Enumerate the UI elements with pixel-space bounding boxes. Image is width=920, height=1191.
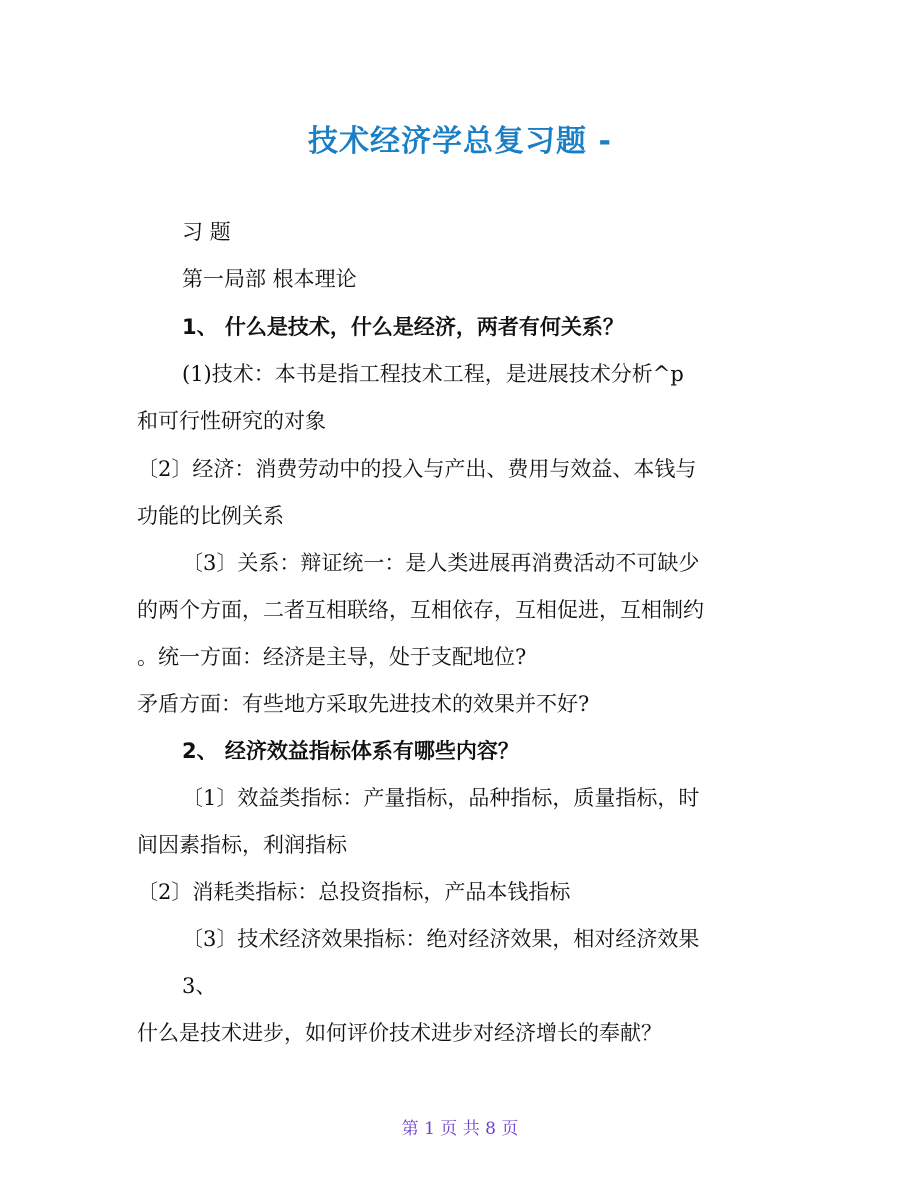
answer-1-part-2: 〔2〕经济：消费劳动中的投入与产出、费用与效益、本钱与 [137, 457, 697, 481]
answer-1-part-3-cont-2: 。统一方面：经济是主导，处于支配地位? [137, 645, 527, 669]
question-1: 1、 什么是技术，什么是经济，两者有何关系？ [182, 315, 624, 339]
answer-2-part-3: 〔3〕技术经济效果指标：绝对经济效果，相对经济效果 [182, 927, 700, 951]
answer-2-part-1-cont: 间因素指标，利润指标 [137, 833, 347, 857]
answer-1-part-1: (1)技术：本书是指工程技术工程，是进展技术分析^p [182, 362, 684, 386]
section-heading: 第一局部 根本理论 [182, 267, 357, 291]
answer-1-part-3-cont-3: 矛盾方面：有些地方采取先进技术的效果并不好? [137, 692, 590, 716]
answer-1-part-1-cont: 和可行性研究的对象 [137, 409, 326, 433]
question-3: 什么是技术进步，如何评价技术进步对经济增长的奉献？ [137, 1021, 662, 1045]
answer-2-part-1: 〔1〕效益类指标：产量指标，品种指标，质量指标，时 [182, 786, 700, 810]
page-footer: 第 1 页 共 8 页 [401, 1119, 519, 1139]
answer-1-part-3: 〔3〕关系：辩证统一：是人类进展再消费活动不可缺少 [182, 551, 700, 575]
question-2: 2、 经济效益指标体系有哪些内容？ [182, 739, 519, 763]
document-title: 技术经济学总复习题 - [308, 124, 612, 159]
answer-2-part-2: 〔2〕消耗类指标：总投资指标，产品本钱指标 [137, 880, 571, 904]
answer-1-part-2-cont: 功能的比例关系 [137, 504, 284, 528]
heading-exercises: 习 题 [182, 220, 231, 244]
question-3-number: 3、 [182, 974, 217, 998]
answer-1-part-3-cont: 的两个方面，二者互相联络，互相依存，互相促进，互相制约 [137, 598, 704, 622]
